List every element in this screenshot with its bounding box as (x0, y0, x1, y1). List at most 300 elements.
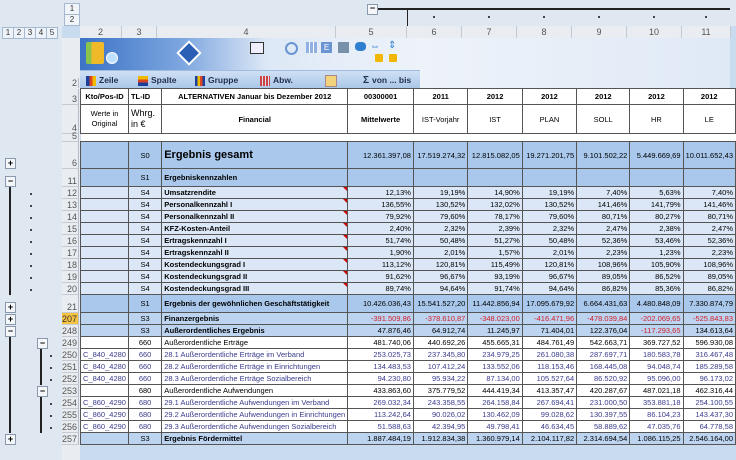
value-cell[interactable]: 64.912,74 (413, 325, 467, 337)
account-id-cell[interactable] (81, 169, 129, 187)
value-cell[interactable]: 51,27% (468, 235, 522, 247)
value-cell[interactable]: 141,46% (577, 199, 630, 211)
value-cell[interactable]: 15.541.527,20 (413, 295, 467, 313)
deviation-button[interactable] (260, 73, 293, 87)
value-cell[interactable]: 5,63% (630, 187, 683, 199)
value-cell[interactable]: 93,19% (468, 271, 522, 283)
value-cell[interactable]: 6.664.431,63 (577, 295, 630, 313)
account-id-cell[interactable] (81, 337, 129, 349)
value-cell[interactable]: 2,38% (630, 223, 683, 235)
value-cell[interactable]: 2.104.117,82 (522, 433, 576, 445)
average-value-cell[interactable]: 91,62% (348, 271, 414, 283)
value-cell[interactable]: 7.330.874,79 (683, 295, 735, 313)
account-id-cell[interactable]: C_840_4280 (81, 361, 129, 373)
collapse-button[interactable]: − (37, 338, 48, 349)
export-icon[interactable]: E (321, 42, 332, 53)
value-cell[interactable]: 120,81% (522, 259, 576, 271)
value-cell[interactable]: 168.445,08 (577, 361, 630, 373)
account-id-cell[interactable]: C_860_4290 (81, 397, 129, 409)
value-cell[interactable]: 413.357,47 (522, 385, 576, 397)
value-cell[interactable]: 89,05% (683, 271, 735, 283)
value-cell[interactable]: -202.069,65 (630, 313, 683, 325)
average-value-cell[interactable]: 51,74% (348, 235, 414, 247)
table-row[interactable] (81, 199, 736, 211)
value-cell[interactable]: 78,17% (468, 211, 522, 223)
tl-id-cell[interactable]: S4 (128, 211, 161, 223)
position-name-cell[interactable]: Umsatzrendite (162, 187, 348, 199)
row-header[interactable]: 20 (62, 283, 79, 295)
note-button[interactable] (325, 73, 340, 87)
table-row[interactable] (81, 142, 736, 169)
account-id-cell[interactable] (81, 142, 129, 169)
value-cell[interactable]: 19.271.201,75 (522, 142, 576, 169)
row-header[interactable]: 255 (62, 409, 78, 420)
row-header[interactable]: 19 (62, 271, 79, 283)
collapse-button[interactable]: − (5, 326, 16, 337)
value-cell[interactable] (468, 169, 522, 187)
value-cell[interactable]: 90.026,02 (413, 409, 467, 421)
average-value-cell[interactable]: 433.863,60 (348, 385, 414, 397)
value-cell[interactable]: 141,79% (630, 199, 683, 211)
position-name-cell[interactable]: Personalkennzahl II (162, 211, 348, 223)
value-cell[interactable]: 94,64% (522, 283, 576, 295)
value-cell[interactable]: -348.023,00 (468, 313, 522, 325)
value-cell[interactable]: 50,48% (522, 235, 576, 247)
value-cell[interactable]: 2,23% (683, 247, 735, 259)
column-header[interactable]: 2 (80, 26, 122, 38)
column-header[interactable]: 5 (336, 26, 407, 38)
value-cell[interactable]: 50,48% (413, 235, 467, 247)
value-cell[interactable]: 130.397,55 (577, 409, 630, 421)
value-cell[interactable]: -378.610,87 (413, 313, 467, 325)
value-cell[interactable] (577, 169, 630, 187)
value-cell[interactable]: -478.039,84 (577, 313, 630, 325)
row-header[interactable]: 257 (62, 433, 78, 444)
average-value-cell[interactable]: 51.588,63 (348, 421, 414, 433)
value-cell[interactable]: 46.634,45 (522, 421, 576, 433)
row-header[interactable]: 3 (62, 89, 79, 105)
average-value-cell[interactable]: -391.509,86 (348, 313, 414, 325)
outline-level-2-button[interactable]: 2 (13, 27, 25, 39)
value-cell[interactable]: 87.134,00 (468, 373, 522, 385)
average-value-cell[interactable]: 12,13% (348, 187, 414, 199)
average-value-cell[interactable]: 481.740,06 (348, 337, 414, 349)
column-header[interactable]: 10 (627, 26, 682, 38)
row-header[interactable]: 13 (62, 199, 79, 211)
row-header[interactable]: 17 (62, 247, 79, 259)
average-value-cell[interactable]: 269.032,34 (348, 397, 414, 409)
row-header[interactable]: 253 (62, 385, 78, 396)
collapse-button[interactable]: − (5, 176, 16, 187)
account-id-cell[interactable] (81, 211, 129, 223)
tl-id-cell[interactable]: 660 (128, 349, 161, 361)
value-cell[interactable]: -416.471,96 (522, 313, 576, 325)
row-header[interactable]: 11 (62, 169, 79, 187)
value-cell[interactable]: 2,32% (522, 223, 576, 235)
column-level-1-button[interactable]: 1 (64, 3, 80, 15)
value-cell[interactable]: 2.546.164,00 (683, 433, 735, 445)
table-row[interactable] (81, 337, 736, 349)
row-header[interactable]: 207 (62, 313, 78, 324)
value-cell[interactable]: 96.173,02 (683, 373, 735, 385)
value-cell[interactable]: 237.345,80 (413, 349, 467, 361)
tl-id-cell[interactable]: 660 (128, 337, 161, 349)
table-row[interactable] (81, 433, 736, 445)
expand-button[interactable]: + (5, 158, 16, 169)
tl-id-cell[interactable]: 660 (128, 361, 161, 373)
average-value-cell[interactable]: 94.230,80 (348, 373, 414, 385)
account-id-cell[interactable] (81, 295, 129, 313)
value-cell[interactable]: 14,90% (468, 187, 522, 199)
table-row[interactable] (81, 409, 736, 421)
average-value-cell[interactable]: 1,90% (348, 247, 414, 259)
tl-id-cell[interactable]: S0 (128, 142, 161, 169)
row-header[interactable]: 5 (62, 134, 79, 142)
account-id-cell[interactable] (81, 385, 129, 397)
value-cell[interactable]: 7,40% (577, 187, 630, 199)
value-cell[interactable]: 108,96% (683, 259, 735, 271)
table-row[interactable] (81, 349, 736, 361)
value-cell[interactable]: 96,67% (413, 271, 467, 283)
outline-level-3-button[interactable]: 3 (24, 27, 36, 39)
value-cell[interactable] (630, 169, 683, 187)
value-cell[interactable]: 134.613,64 (683, 325, 735, 337)
value-cell[interactable]: 12.815.082,05 (468, 142, 522, 169)
group-button[interactable] (195, 73, 238, 87)
column-header[interactable]: 3 (122, 26, 157, 38)
value-cell[interactable]: 95.096,00 (630, 373, 683, 385)
row-button[interactable] (86, 73, 118, 87)
account-id-cell[interactable] (81, 187, 129, 199)
table-row[interactable] (81, 187, 736, 199)
account-id-cell[interactable]: C_860_4290 (81, 409, 129, 421)
value-cell[interactable]: 108,96% (577, 259, 630, 271)
tl-id-cell[interactable]: 680 (128, 421, 161, 433)
table-row[interactable] (81, 325, 736, 337)
value-cell[interactable]: 2,23% (577, 247, 630, 259)
value-cell[interactable]: 85,36% (630, 283, 683, 295)
average-value-cell[interactable]: 113.242,64 (348, 409, 414, 421)
value-cell[interactable]: 52,36% (577, 235, 630, 247)
table-row[interactable] (81, 295, 736, 313)
value-cell[interactable]: 2,39% (468, 223, 522, 235)
value-cell[interactable]: 99.028,62 (522, 409, 576, 421)
tl-id-cell[interactable]: 680 (128, 397, 161, 409)
position-name-cell[interactable]: Ergebnis Fördermittel (162, 433, 348, 445)
row-header[interactable]: 21 (62, 295, 79, 313)
value-cell[interactable]: 287.697,71 (577, 349, 630, 361)
value-cell[interactable]: 455.665,31 (468, 337, 522, 349)
value-cell[interactable]: 261.080,38 (522, 349, 576, 361)
average-value-cell[interactable]: 79,92% (348, 211, 414, 223)
unlock-icon[interactable] (389, 54, 397, 62)
average-value-cell[interactable]: 136,55% (348, 199, 414, 211)
folder-open-icon[interactable] (86, 42, 104, 64)
value-cell[interactable]: 254.100,55 (683, 397, 735, 409)
value-cell[interactable]: 487.021,18 (630, 385, 683, 397)
row-header[interactable]: 15 (62, 223, 79, 235)
value-cell[interactable]: 2,47% (577, 223, 630, 235)
value-cell[interactable]: 17.519.274,32 (413, 142, 467, 169)
value-cell[interactable]: 89,05% (577, 271, 630, 283)
value-cell[interactable]: 1,23% (630, 247, 683, 259)
lock-icon[interactable] (375, 54, 383, 62)
position-name-cell[interactable]: 28.2 Außerordentliche Erträge in Einrichtungen (162, 361, 348, 373)
account-id-cell[interactable] (81, 223, 129, 235)
value-cell[interactable]: 91,74% (468, 283, 522, 295)
tl-id-cell[interactable]: S4 (128, 187, 161, 199)
value-cell[interactable]: 80,71% (683, 211, 735, 223)
value-cell[interactable]: 2.314.694,54 (577, 433, 630, 445)
position-name-cell[interactable]: Kostendeckungsgrad II (162, 271, 348, 283)
value-cell[interactable]: 353.881,18 (630, 397, 683, 409)
table-row[interactable] (81, 223, 736, 235)
value-cell[interactable]: 444.419,34 (468, 385, 522, 397)
value-cell[interactable]: 2,01% (522, 247, 576, 259)
value-cell[interactable]: 1,57% (468, 247, 522, 259)
value-cell[interactable]: 94.048,74 (630, 361, 683, 373)
value-cell[interactable]: 2,01% (413, 247, 467, 259)
table-row[interactable] (81, 313, 736, 325)
value-cell[interactable]: 130,52% (522, 199, 576, 211)
average-value-cell[interactable]: 253.025,73 (348, 349, 414, 361)
value-cell[interactable]: 133.552,06 (468, 361, 522, 373)
tl-id-cell[interactable]: S4 (128, 223, 161, 235)
value-cell[interactable]: 11.442.856,94 (468, 295, 522, 313)
value-cell[interactable]: 316.467,48 (683, 349, 735, 361)
outline-level-1-button[interactable]: 1 (2, 27, 14, 39)
value-cell[interactable]: 53,46% (630, 235, 683, 247)
value-cell[interactable]: 542.663,71 (577, 337, 630, 349)
preview-icon[interactable] (250, 42, 264, 54)
position-name-cell[interactable]: Personalkennzahl I (162, 199, 348, 211)
account-id-cell[interactable] (81, 283, 129, 295)
value-cell[interactable]: 4.480.848,09 (630, 295, 683, 313)
value-cell[interactable]: 64.778,58 (683, 421, 735, 433)
search-icon[interactable] (285, 42, 298, 55)
value-cell[interactable]: 596.930,08 (683, 337, 735, 349)
value-cell[interactable]: 71.404,01 (522, 325, 576, 337)
column-header[interactable]: 6 (407, 26, 462, 38)
position-name-cell[interactable]: 29.1 Außerordentliche Aufwendungen im Verband (162, 397, 348, 409)
value-cell[interactable]: 86,82% (577, 283, 630, 295)
value-cell[interactable]: 10.011.652,43 (683, 142, 735, 169)
value-cell[interactable]: 94,64% (413, 283, 467, 295)
value-cell[interactable]: 42.394,95 (413, 421, 467, 433)
value-cell[interactable]: 86,52% (630, 271, 683, 283)
row-header[interactable]: 256 (62, 421, 78, 432)
average-value-cell[interactable]: 134.483,53 (348, 361, 414, 373)
value-cell[interactable]: 185.289,58 (683, 361, 735, 373)
account-id-cell[interactable] (81, 325, 129, 337)
table-row[interactable] (81, 169, 736, 187)
average-value-cell[interactable]: 113,12% (348, 259, 414, 271)
value-cell[interactable]: 47.035,76 (630, 421, 683, 433)
table-row[interactable] (81, 247, 736, 259)
value-cell[interactable]: -117.293,65 (630, 325, 683, 337)
value-cell[interactable] (522, 169, 576, 187)
position-name-cell[interactable]: Ergebnis gesamt (162, 142, 348, 169)
row-header[interactable]: 6 (62, 142, 79, 169)
value-cell[interactable]: 7,40% (683, 187, 735, 199)
value-cell[interactable]: 484.761,49 (522, 337, 576, 349)
tl-id-cell[interactable]: 660 (128, 373, 161, 385)
row-header[interactable]: 254 (62, 397, 78, 408)
tl-id-cell[interactable]: S3 (128, 325, 161, 337)
row-header[interactable]: 249 (62, 337, 78, 348)
value-cell[interactable]: 86.520,92 (577, 373, 630, 385)
value-cell[interactable]: 1.086.115,25 (630, 433, 683, 445)
column-header[interactable]: 9 (572, 26, 627, 38)
value-cell[interactable]: 105.527,64 (522, 373, 576, 385)
row-header[interactable]: 248 (62, 325, 78, 336)
value-cell[interactable]: 369.727,52 (630, 337, 683, 349)
value-cell[interactable]: 264.158,84 (468, 397, 522, 409)
position-name-cell[interactable]: Kostendeckungsgrad III (162, 283, 348, 295)
value-cell[interactable]: -525.843,83 (683, 313, 735, 325)
tl-id-cell[interactable]: S1 (128, 295, 161, 313)
position-name-cell[interactable]: Außerordentliches Ergebnis (162, 325, 348, 337)
value-cell[interactable]: 95.934,22 (413, 373, 467, 385)
tl-id-cell[interactable]: S4 (128, 199, 161, 211)
column-header[interactable]: 7 (462, 26, 517, 38)
value-cell[interactable]: 120,81% (413, 259, 467, 271)
account-id-cell[interactable] (81, 199, 129, 211)
account-id-cell[interactable]: C_840_4280 (81, 349, 129, 361)
row-header[interactable]: 14 (62, 211, 79, 223)
value-cell[interactable]: 231.000,50 (577, 397, 630, 409)
value-cell[interactable]: 420.287,67 (577, 385, 630, 397)
value-cell[interactable]: 96,67% (522, 271, 576, 283)
position-name-cell[interactable]: Ertragskennzahl I (162, 235, 348, 247)
vertical-arrows-icon[interactable]: ⇕ (388, 40, 397, 51)
database-icon[interactable] (355, 42, 366, 51)
position-name-cell[interactable]: 29.3 Außerordentliche Aufwendungen Sozialbereich (162, 421, 348, 433)
tl-id-cell[interactable]: S3 (128, 313, 161, 325)
account-id-cell[interactable] (81, 271, 129, 283)
position-name-cell[interactable]: Finanzergebnis (162, 313, 348, 325)
position-name-cell[interactable]: 29.2 Außerordentliche Aufwendungen in Einrichtungen (162, 409, 348, 421)
value-cell[interactable]: 143.437,30 (683, 409, 735, 421)
expand-button[interactable]: + (5, 434, 16, 445)
average-value-cell[interactable]: 1.887.484,19 (348, 433, 414, 445)
range-button[interactable] (363, 73, 411, 87)
value-cell[interactable]: 2,32% (413, 223, 467, 235)
position-name-cell[interactable]: Ertragskennzahl II (162, 247, 348, 259)
column-header[interactable]: 11 (682, 26, 731, 38)
value-cell[interactable]: 107.412,24 (413, 361, 467, 373)
table-row[interactable] (81, 235, 736, 247)
account-id-cell[interactable]: C_860_4290 (81, 421, 129, 433)
table-row[interactable] (81, 271, 736, 283)
value-cell[interactable]: 58.889,62 (577, 421, 630, 433)
value-cell[interactable]: 19,19% (522, 187, 576, 199)
row-header[interactable]: 252 (62, 373, 78, 384)
value-cell[interactable]: 79,60% (522, 211, 576, 223)
table-row[interactable] (81, 361, 736, 373)
tl-id-cell[interactable]: 680 (128, 409, 161, 421)
value-cell[interactable]: 19,19% (413, 187, 467, 199)
value-cell[interactable] (413, 169, 467, 187)
value-cell[interactable]: 5.449.669,69 (630, 142, 683, 169)
column-header[interactable]: 8 (517, 26, 572, 38)
upload-icon[interactable] (106, 52, 118, 64)
row-header[interactable]: 16 (62, 235, 79, 247)
value-cell[interactable]: 49.798,41 (468, 421, 522, 433)
account-id-cell[interactable] (81, 235, 129, 247)
chart-icon[interactable] (338, 42, 349, 53)
table-row[interactable] (81, 421, 736, 433)
table-row[interactable] (81, 259, 736, 271)
value-cell[interactable] (683, 169, 735, 187)
tl-id-cell[interactable]: S3 (128, 433, 161, 445)
position-name-cell[interactable]: 28.3 Außerordentliche Erträge Sozialbereich (162, 373, 348, 385)
value-cell[interactable]: 2,47% (683, 223, 735, 235)
average-value-cell[interactable]: 2,40% (348, 223, 414, 235)
position-name-cell[interactable]: Außerordentliche Erträge (162, 337, 348, 349)
value-cell[interactable]: 122.376,04 (577, 325, 630, 337)
account-id-cell[interactable]: C_840_4280 (81, 373, 129, 385)
value-cell[interactable]: 130.462,09 (468, 409, 522, 421)
expand-button[interactable]: + (5, 302, 16, 313)
column-header[interactable]: 4 (157, 26, 336, 38)
average-value-cell[interactable]: 12.361.397,08 (348, 142, 414, 169)
account-id-cell[interactable] (81, 259, 129, 271)
value-cell[interactable]: 80,71% (577, 211, 630, 223)
value-cell[interactable]: 180.583,78 (630, 349, 683, 361)
position-name-cell[interactable]: 28.1 Außerordentliche Erträge im Verband (162, 349, 348, 361)
tl-id-cell[interactable]: 680 (128, 385, 161, 397)
value-cell[interactable]: 1.360.979,14 (468, 433, 522, 445)
tl-id-cell[interactable]: S4 (128, 259, 161, 271)
value-cell[interactable]: 9.101.502,22 (577, 142, 630, 169)
row-header[interactable]: 2 (62, 78, 79, 88)
table-row[interactable] (81, 283, 736, 295)
column-button[interactable] (138, 73, 177, 87)
average-value-cell[interactable]: 89,74% (348, 283, 414, 295)
account-id-cell[interactable] (81, 247, 129, 259)
horizontal-arrows-icon[interactable]: ⇔ (370, 41, 380, 52)
value-cell[interactable]: 79,60% (413, 211, 467, 223)
value-cell[interactable]: 105,90% (630, 259, 683, 271)
value-cell[interactable]: 115,49% (468, 259, 522, 271)
value-cell[interactable]: 132,02% (468, 199, 522, 211)
value-cell[interactable]: 141,46% (683, 199, 735, 211)
table-row[interactable] (81, 211, 736, 223)
value-cell[interactable]: 52,36% (683, 235, 735, 247)
value-cell[interactable]: 234.979,25 (468, 349, 522, 361)
average-value-cell[interactable]: 10.426.036,43 (348, 295, 414, 313)
value-cell[interactable]: 17.095.679,92 (522, 295, 576, 313)
row-header[interactable]: 4 (62, 105, 79, 134)
tl-id-cell[interactable]: S1 (128, 169, 161, 187)
outline-level-4-button[interactable]: 4 (35, 27, 47, 39)
expand-button[interactable]: + (5, 314, 16, 325)
position-name-cell[interactable]: Außerordentliche Aufwendungen (162, 385, 348, 397)
value-cell[interactable]: 243.358,55 (413, 397, 467, 409)
average-value-cell[interactable] (348, 169, 414, 187)
value-cell[interactable]: 118.153,46 (522, 361, 576, 373)
value-cell[interactable]: 375.779,52 (413, 385, 467, 397)
value-cell[interactable]: 440.692,26 (413, 337, 467, 349)
position-name-cell[interactable]: KFZ-Kosten-Anteil (162, 223, 348, 235)
row-header[interactable]: 18 (62, 259, 79, 271)
table-row[interactable] (81, 373, 736, 385)
tl-id-cell[interactable]: S4 (128, 247, 161, 259)
value-cell[interactable]: 86,82% (683, 283, 735, 295)
account-id-cell[interactable] (81, 313, 129, 325)
tl-id-cell[interactable]: S4 (128, 235, 161, 247)
